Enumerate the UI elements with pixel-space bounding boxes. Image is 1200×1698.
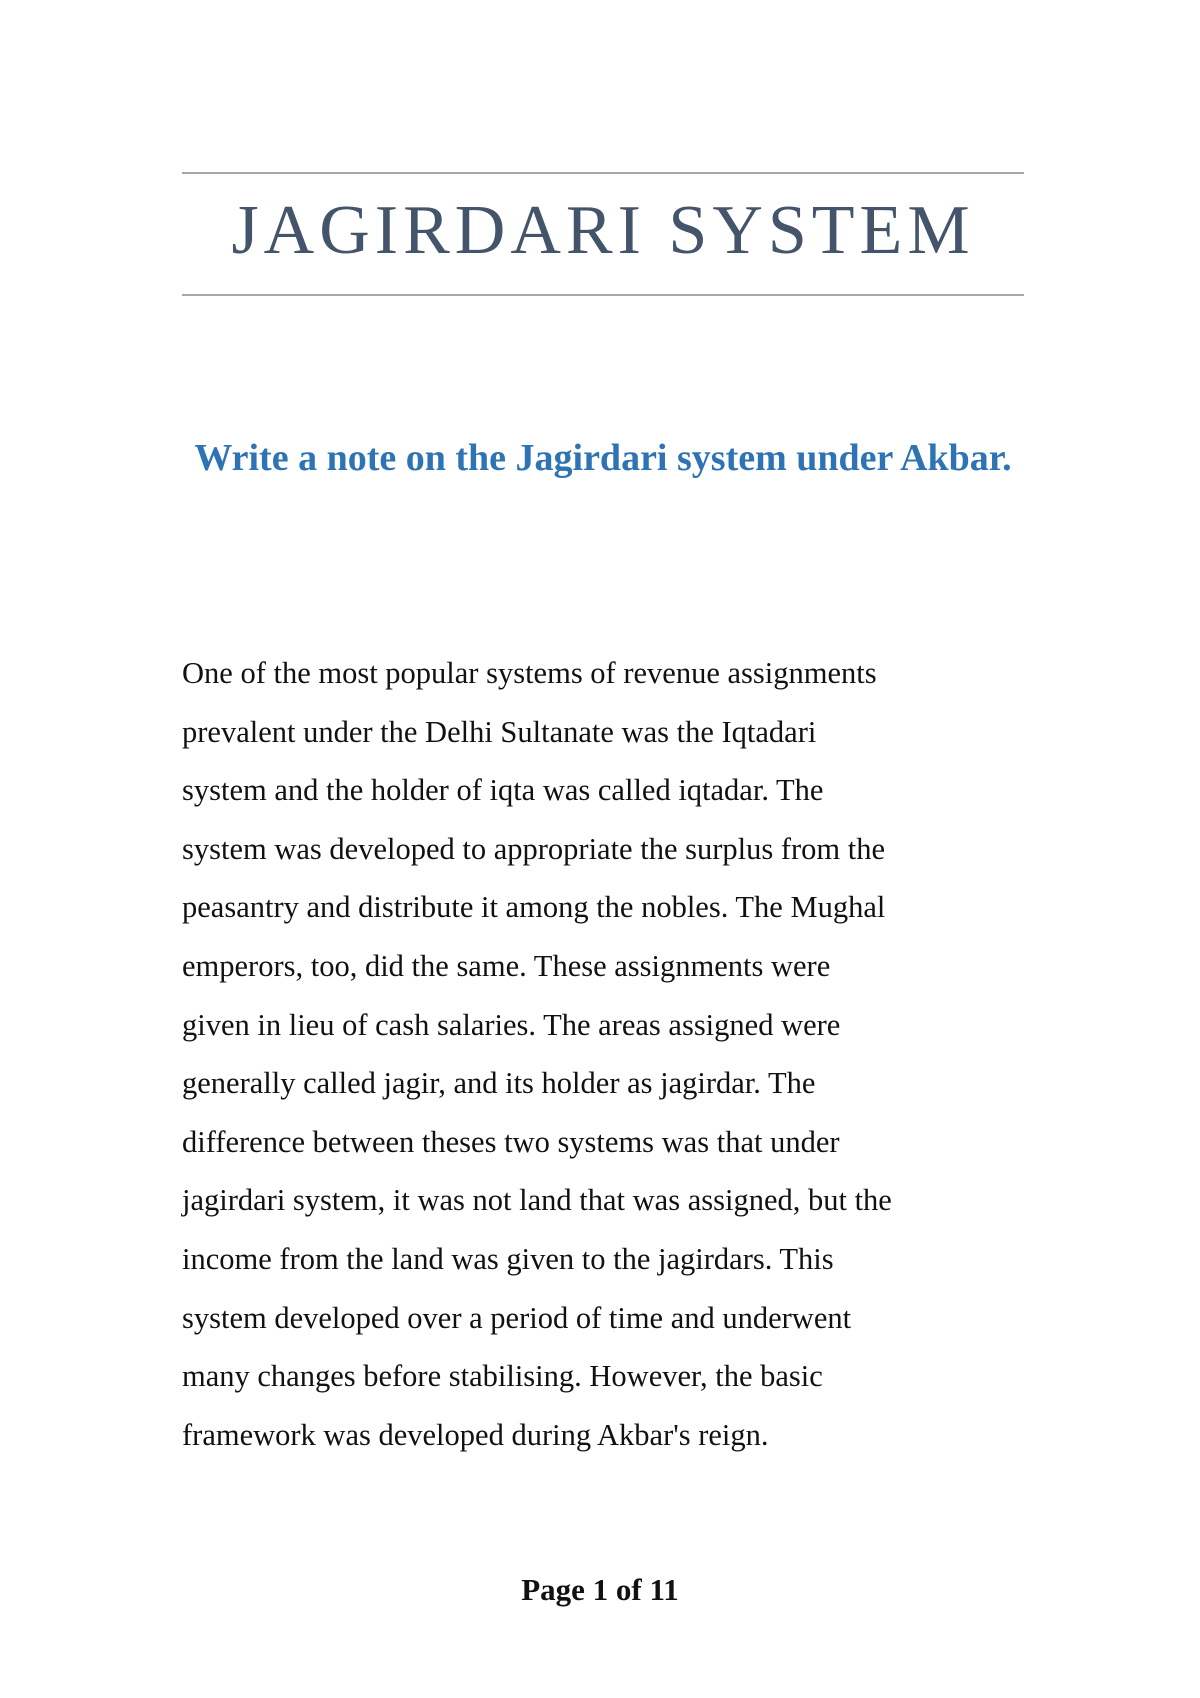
body-line: many changes before stabilising. However, the basic	[182, 1359, 823, 1394]
body-line: system was developed to appropriate the surplus from the	[182, 831, 886, 866]
body-line: income from the land was given to the jagirdars. This	[182, 1241, 834, 1276]
question-heading: Write a note on the Jagirdari system under Akbar.	[194, 437, 1012, 479]
body-line: framework was developed during Akbar's reign.	[182, 1417, 769, 1452]
body-line: emperors, too, did the same. These assignments were	[182, 948, 831, 983]
body-line: difference between theses two systems was that under	[182, 1124, 840, 1159]
body-line: prevalent under the Delhi Sultanate was the Iqtadari	[182, 714, 817, 749]
page-number: Page 1 of 11	[521, 1572, 679, 1607]
body-paragraph	[182, 644, 1042, 1464]
title-block	[182, 172, 1024, 296]
document-title: JAGIRDARI SYSTEM	[231, 192, 975, 269]
body-line: One of the most popular systems of revenue assignments	[182, 656, 877, 690]
body-line: peasantry and distribute it among the nobles. The Mughal	[182, 890, 886, 925]
body-line: system developed over a period of time and underwent	[182, 1300, 852, 1335]
body-line: given in lieu of cash salaries. The areas assigned were	[182, 1007, 841, 1042]
body-line: generally called jagir, and its holder as jagirdar. The	[182, 1066, 816, 1101]
body-line: system and the holder of iqta was called iqtadar. The	[182, 773, 824, 808]
body-line: jagirdari system, it was not land that was assigned, but the	[182, 1183, 892, 1218]
